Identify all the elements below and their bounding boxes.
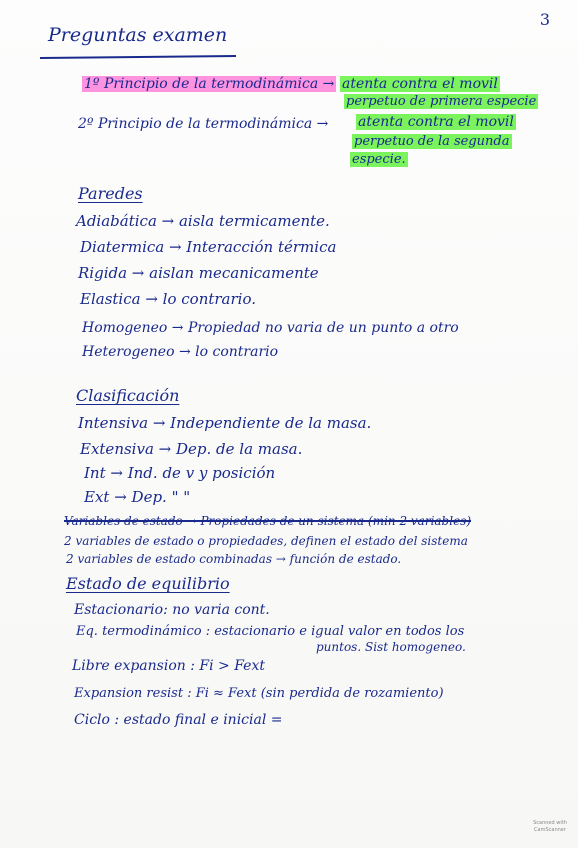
equilibrio-item: Eq. termodinámico : estacionario e igual valor en todos los — [76, 624, 465, 639]
clasificacion-item: Int → Ind. de v y posición — [84, 464, 276, 482]
title-underline — [40, 55, 236, 59]
variables-struck-line: Variables de estado → Propiedades de un sistema (min 2 variables) — [64, 514, 472, 528]
clasificacion-item: Extensiva → Dep. de la masa. — [80, 440, 303, 458]
variables-line-2: 2 variables de estado combinadas → función de estado. — [66, 552, 402, 566]
paredes-item: Rigida → aislan mecanicamente — [78, 264, 319, 282]
paredes-item: Diatermica → Interacción térmica — [80, 238, 337, 256]
scanner-stamp: Scanned with CamScanner — [533, 820, 567, 833]
clasificacion-heading: Clasificación — [76, 386, 180, 405]
principle-1-result-1: atenta contra el movil — [342, 76, 498, 92]
paredes-item: Adiabática → aisla termicamente. — [76, 212, 330, 230]
principle-1-result-2: perpetuo de primera especie — [346, 94, 537, 109]
page-number: 3 — [539, 10, 550, 29]
principle-2-result-1: atenta contra el movil — [358, 114, 514, 130]
principle-1 — [82, 76, 336, 92]
principle-1-label: 1º Principio de la termodinámica → — [84, 76, 335, 92]
equilibrio-item: Ciclo : estado final e inicial = — [74, 712, 283, 728]
paredes-item: Heterogeneo → lo contrario — [82, 344, 279, 360]
paredes-item: Elastica → lo contrario. — [80, 290, 256, 308]
equilibrio-heading: Estado de equilibrio — [66, 574, 230, 593]
equilibrio-item: Expansion resist : Fi ≈ Fext (sin perdida de rozamiento) — [74, 686, 444, 701]
page-title: Preguntas examen — [48, 24, 228, 46]
variables-line-1: 2 variables de estado o propiedades, definen el estado del sistema — [64, 534, 468, 548]
equilibrio-item: puntos. Sist homogeneo. — [316, 640, 466, 654]
equilibrio-item: Estacionario: no varia cont. — [74, 602, 270, 618]
principle-2-label: 2º Principio de la termodinámica → — [78, 116, 329, 132]
equilibrio-item: Libre expansion : Fi > Fext — [72, 658, 265, 674]
principle-2 — [78, 116, 328, 132]
clasificacion-item: Ext → Dep. " " — [84, 488, 191, 506]
paredes-item: Homogeneo → Propiedad no varia de un punto a otro — [82, 320, 459, 336]
principle-2-result-3: especie. — [352, 152, 406, 167]
principle-2-result-2: perpetuo de la segunda — [354, 134, 510, 149]
clasificacion-item: Intensiva → Independiente de la masa. — [78, 414, 372, 432]
paredes-heading: Paredes — [78, 184, 143, 203]
